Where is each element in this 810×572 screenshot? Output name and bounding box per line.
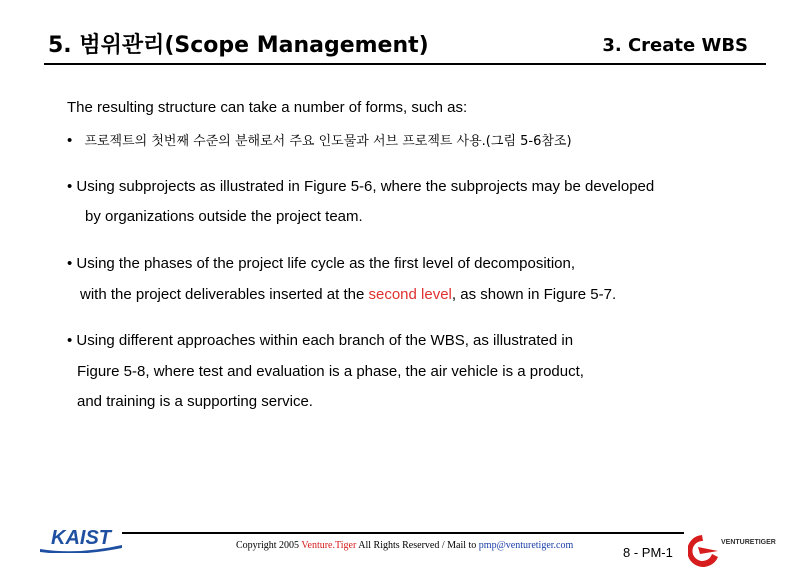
venturetiger-logo-text: VENTURETIGER (721, 539, 776, 546)
copyright-notice (236, 540, 573, 551)
intro-text: The resulting structure can take a number of forms, such as: (67, 99, 468, 116)
email-link[interactable]: pmp@venturetiger.com (478, 540, 574, 551)
bullet-subprojects-line2: by organizations outside the project team. (85, 208, 363, 225)
kaist-logo (38, 525, 124, 558)
section-title: 3. Create WBS (602, 35, 748, 56)
bullet-phases-line1: • Using the phases of the project life cycle as the first level of decomposition, (67, 255, 576, 272)
copyright-pre: Copyright 2005 (236, 540, 302, 551)
bullet-approaches-line1: • Using different approaches within each branch of the WBS, as illustrated in (67, 332, 574, 349)
bullet-approaches-line3: and training is a supporting service. (77, 393, 313, 410)
copyright-mid: All Rights Reserved / Mail to (356, 540, 479, 551)
bullet-phases-line2 (80, 286, 616, 304)
page-number: 8 - PM-1 (623, 545, 673, 560)
highlight-second-level: second level (368, 286, 452, 303)
bullet-phases-text-post: , as shown in Figure 5-7. (451, 286, 617, 303)
bullet-approaches-line2: Figure 5-8, where test and evaluation is a phase, the air vehicle is a product, (77, 363, 584, 380)
venturetiger-logo (688, 533, 788, 572)
copyright-brand: Venture.Tiger (301, 540, 357, 551)
bullet-korean-text: 프로젝트의 첫번째 수준의 분해로서 주요 인도물과 서브 프로젝트 사용.(그림 5-6참조) (84, 134, 572, 149)
bullet-subprojects-line1: • Using subprojects as illustrated in Figure 5-6, where the subprojects may be developed (67, 178, 655, 195)
bullet-phases-text-pre: with the project deliverables inserted at the (80, 286, 369, 303)
bullet-marker: • (67, 132, 73, 149)
kaist-logo-text: KAIST (51, 527, 111, 549)
bullet-korean (67, 132, 572, 151)
footer-divider (122, 532, 684, 534)
header-divider (44, 63, 766, 65)
page-title: 5. 범위관리(Scope Management) (48, 33, 429, 58)
